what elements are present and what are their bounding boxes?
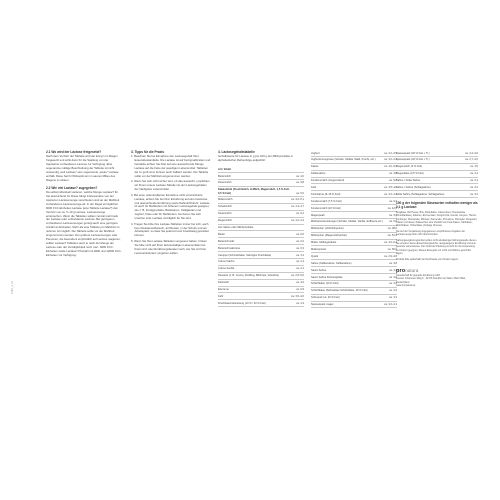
food-name: Frischkäsezubereitung (10 % / 20 % Fett): [218, 301, 266, 305]
food-name: Schafsmilch: [218, 205, 232, 209]
food-name: Ziegenkäse (3,5 % Fett): [396, 172, 424, 176]
lactose-value: ca. 2,4: [296, 260, 304, 264]
food-name: Speisequark (40 % Fett i. Tr.): [396, 158, 430, 162]
table-row: [311, 171, 397, 178]
table-row: [311, 157, 397, 164]
food-name: Art / Inhalt: [218, 167, 231, 171]
column-4: [311, 150, 397, 308]
table-row: [396, 171, 478, 178]
table-row: [396, 184, 478, 191]
lactose-value: ca. 3,8: [389, 261, 397, 265]
lactose-value: ca. 5,0: [389, 220, 397, 224]
food-name: Eiscreme: [218, 288, 229, 292]
tip-item: 3. Bei einer unkontrollierten Einnahme nicht verunsicherte Lactase, achten Sie bei Ihrer Ernährung auf eine bewusste und ausreichende Ernährung sowie Nährstoffzufuhr. Lactase ist auch für Mahlzeiten mit höherem Lactosegehalt geeignet, wie z. B. Fertigprodukte, Backwaren, Süßigkeiten und Joghurt, Käse oder für Mahlzeiten, bei denen Sie sich unsicher sind, Lactase verträglich für Sie sind.: [131, 192, 210, 221]
lactose-value: ca. 4,0: [296, 281, 304, 285]
tip-item: 5. Wenn Sie Ihre Lactase-Tabletten vergessen haben, trinken Sie bitte nicht auf Ihren lactosehaltigen Lebensmitteln bei Ihrem Arzt oder Ernährungsberater nach, wie Sie mit Ihrer Lactoseintoleranz umgehen sollten.: [131, 238, 207, 255]
food-name: Butterschmalz: [218, 239, 235, 243]
company-website[interactable]: www.pronatura.de: [396, 284, 416, 287]
table-row: [218, 218, 304, 225]
lactose-value: ca. 2,9–3,8: [384, 254, 397, 258]
lactose-value: ca. 66,0: [387, 247, 397, 251]
lactose-value: ca. 2,1: [296, 267, 304, 271]
table-row: [218, 197, 304, 204]
food-name: Kefir: [218, 294, 224, 298]
lactose-value: ca. 3,0–3,4: [384, 158, 397, 162]
lactose-value: ca. 3,3: [296, 301, 304, 305]
table-row: [311, 240, 397, 247]
lactose-value: ca. 12,5: [387, 206, 397, 210]
lactose-value: ca. 3,5–4,0: [384, 185, 397, 189]
food-name: Aus Sahne oder Milchprodukte: [218, 226, 254, 230]
food-name: Butterschmalzstreu: [218, 246, 241, 250]
lactose-value: ca. 3,8: [389, 172, 397, 176]
table-row: [218, 280, 304, 287]
lactose-value: ca. 9,0: [389, 179, 397, 183]
table-row: [218, 293, 304, 300]
table-row: [311, 212, 397, 219]
food-name: Sahne / Sahne (Schlagsahne): [396, 185, 431, 189]
food-name: Joghurterzeugnisse (Schoko, Mokka, Wald, Frucht, etc.): [311, 158, 376, 162]
table-row: [218, 300, 304, 307]
food-name: Dosenmilch: [218, 181, 232, 185]
food-name: Süße Sahne (Schlagsahne, Schlagsahne): [396, 192, 445, 196]
table-row: [218, 245, 304, 252]
table-row: [218, 231, 304, 238]
food-name: Desserts (z. B. Creme, Pudding, Milchreis, Griesbrei): [218, 274, 279, 278]
lactose-value: ca. 4,2–4,4: [291, 219, 304, 223]
company-address: Fenster Johannser-Weg 6 · 61476 Frankfurt am Main / Bad Vilbel, Deutschland: [396, 277, 466, 284]
lactose-value: ca. 51,3: [387, 234, 397, 238]
food-name: Schmand (ca. 20 % Fett): [311, 296, 340, 300]
table-row: [311, 253, 397, 260]
food-name: Schichtkäse (Sahnekäse Schichtkäse, 40 % Fett): [311, 289, 368, 293]
section-paragraph: Nach dem Verzehr der Tablette wird der Enzym im Magen freigesetzt und wirkt dann für die Spaltung von der Speisebrei vorhandenen Lactose zur Verfügung. Eine sogenannte mäßige Beschreibung der Tablette ist nicht notwendig, weil Lactase" eine sogenannte „saure" Lactase enthält. Diese hat ihr Wirkoptimum im sauren Milieu des Magens zu wirken.: [46, 154, 119, 182]
lactose-table: [396, 150, 478, 198]
lactose-value: ca. 4,4: [470, 172, 478, 176]
table-row: [218, 287, 304, 294]
table-heading: 4. Lactosegehaltstabelle: [218, 150, 255, 154]
table-row: [311, 164, 397, 171]
food-name: Butter: [218, 232, 225, 236]
tip-item: 4. Tragen Sie bitte ihre Lactase-Tabletten immer bei sich, auch beim Restaurantbesuch, auf Reisen, in der Schule und am Arbeitsplatz, so dass Sie jederzeit und zuverlässig genießen können.: [131, 221, 210, 238]
food-name: Saure Sahne: [311, 268, 327, 272]
table-row: [311, 246, 397, 253]
lactose-value: ca. 5,0: [296, 191, 304, 195]
table-row: [396, 150, 478, 157]
food-name: Crème double: [218, 267, 235, 271]
table-row: [311, 198, 397, 205]
lactose-value: ca. 3,3: [389, 268, 397, 272]
table-row: [396, 164, 478, 171]
food-name: Magerquark: [311, 213, 325, 217]
table-row: [311, 288, 397, 295]
section-paragraph: Da selbst individuell variieren, welche Menge Lactase? für Sie ausreichend ist. Diese hängt insbesondere von der tolerierten Lactosemenge verschieden sind an der Mahlzeit vorhandenen Lactosemenge ab. In der Regel ermöglichen 6000 FCC-Einheiten Lactase (eine Tablette Lactase?) den Verzehr von ca. 5–10 g Lactose. Lactosemenge entsprechen. Wenn die Tabletten sollten zentral mehrmals der Lactase oder vorhandenen Lactose. Bei geringeren vorhandenen Lactosemengen genügt auch eine geringere Anzahl an Einheiten. Mehr als eine Tablette pro Mahlzeit zu nehmen ist möglich. Die Tablette sollte vor der Mahlzeit eingenommen werden. Der größere Lactosemengen oder Personen, die besonders empfindlich auf Lactose reagieren, sollten Lactase? Tabletten auch je nach der Menge der Lactose oder der Verträglichkeit noch mal - 6000 FCC-Einheiten sowie Lactase? Plusrahl mit 3000 und 12000 FCC-Einheiten zur Verfügung.: [46, 190, 122, 257]
lactose-value: ca. 4,0: [296, 174, 304, 178]
lactose-value: ca. 3,5: [470, 165, 478, 169]
food-name: Sahne (Kaffeesahne, Kaffeesahne): [311, 261, 352, 265]
lactose-value: ca. 6,9: [296, 288, 304, 292]
column-3: [218, 150, 304, 307]
lactose-value: ca. 3,5–4,0: [291, 294, 304, 298]
food-name: Saure Sahne Dressingkäse: [311, 275, 343, 279]
section-heading: 2.1 Wo wird der Lactose freigesetzt?: [46, 150, 102, 154]
lactose-value: ca. 3,0: [389, 275, 397, 279]
tip-item: 1. Beachten Sie bei Einnahme den Lactosegehalt Ihrer Essensbestandteile. Die Lactase ist auf Fertigmahlzeiten und Getränke achten Sie bitte auf eine ausreichende Menge Lactase auf die Fette der jeweiligen Lebensmittel. Tabletten die zu groß sind, können auch halbiert werden. Die Tablette sollte vor der Mahlzeit eingenommen werden.: [131, 154, 211, 178]
food-name: Molkenpulver: [311, 247, 327, 251]
food-name: Milcheiszubereitungen (Schoko, Mokka, Vanille, Erdbeere etc.): [311, 220, 384, 224]
food-name: Kakaodrink (Fruchtmilch, H-Milch, Magermilch, 1,5 % Fett, 3,5 % Fett): [218, 188, 290, 195]
food-name: Kondensmilch (10 % Fett): [311, 206, 341, 210]
table-row: [218, 238, 304, 245]
food-name: Speisequark (20 % Fett i. Tr.): [396, 151, 430, 155]
lactose-value: ca. 3,3: [389, 296, 397, 300]
lactose-value: ca. 6,2: [296, 212, 304, 216]
table-row: [311, 150, 397, 157]
food-name: Crème fraîche: [218, 260, 235, 264]
lactose-value: ca. 3,2: [470, 192, 478, 196]
food-name: Kondensmilch (7,5 % Fett): [311, 199, 342, 203]
food-name: Kaffeesahne: [311, 172, 326, 176]
table-row: [311, 295, 397, 302]
table-row: [396, 191, 478, 198]
food-name: Kakao: [311, 165, 319, 169]
lactose-value: ca. 4,0–5,1: [291, 198, 304, 202]
lactose-value: ca. 3,1: [470, 179, 478, 183]
lactose-value: ca. 3,2–4,3: [384, 192, 397, 196]
lactose-value: ca. 9,4: [389, 199, 397, 203]
spine-code: 1085_4_01: [11, 281, 14, 294]
lactose-value: ca. 0,6: [296, 232, 304, 236]
lactose-value: ca. 2,7–3,0: [465, 158, 478, 162]
food-name: Dickmilch: [218, 281, 230, 285]
lactose-value: ca. 3,2: [470, 185, 478, 189]
table-row: [218, 252, 304, 259]
table-row: [311, 267, 397, 274]
company-name: Gesellschaft für gesunde Ernährung mbH: [396, 274, 440, 278]
table-row: [218, 266, 304, 273]
table-row: [311, 281, 397, 288]
table-row: [218, 211, 304, 218]
table-row: [218, 187, 304, 197]
food-name: Ziegenmilch: [218, 219, 232, 223]
lactose-value: ca. 3,2–3,5: [384, 151, 397, 155]
section-heading: 2.2 Wie viel Lactase? zugegeben?: [46, 185, 98, 190]
table-row: [311, 191, 397, 198]
food-name: Sahne / Süße Sahne: [396, 179, 421, 183]
table-row: [218, 173, 304, 180]
food-name: Stutenmilch: [218, 212, 232, 216]
dosage-note: Die auf der Verpackung angegebenen empfohlenen Angaben der Lactosemenge bitte nicht überschreiten.: [396, 229, 465, 237]
section-heading: 3. Tipps für die Praxis: [131, 150, 165, 154]
column-5: [396, 150, 478, 287]
table-row: [218, 259, 304, 266]
column-1: [46, 150, 122, 258]
food-name: Camppo (Schmelzkäse, Sahniges Frischkäse): [218, 253, 272, 257]
table-subtitle: Gehaltswerte für Lactose in g pro 100 g der Milchprodukte in alphabetischer Reihenfolge aufgeführt: [218, 154, 293, 163]
brand-logo: pronatura: [396, 268, 419, 275]
table-row: [311, 302, 397, 309]
lactose-value: ca. 4,0–5,0: [384, 165, 397, 169]
tip-item: 2. Wenn Sie sich nicht sicher sind, ob das ausreicht, empfehlen wir Ihnen unsere Lactase-Tabelle mit den Lactosegehalten der häufigsten Lebensmittel.: [131, 179, 210, 192]
food-name: Quark: [311, 254, 319, 258]
children-note: Produkt bitte außerhalb der Reichweite von Kindern lagern.: [396, 257, 459, 261]
cheese-heading: 100 g der folgenden Käsesorten enthalten weniger als 0,1 g Lactose:: [396, 201, 478, 210]
table-row: [218, 204, 304, 211]
lactose-value: ca. 9,8: [296, 181, 304, 185]
table-row: [218, 166, 304, 173]
lactose-value: ca. 3,2: [389, 282, 397, 286]
table-row: [311, 274, 397, 281]
food-name: Kondensmilch (Ungezuckert): [311, 179, 345, 183]
table-row: [218, 273, 304, 280]
cheese-list: Bergkäse, Bel Paese, Brie, Butterkäse, Camembert, Chesterkäse (Cheddarkäse), Edamer, Emmentaler, Gorgonzola, Gouda, Gruyère, Harzer, Limburger, Mozzarella, Münster, Parmesan, Provolone, Romadur, Roquefort, Tilsiter und diesen Käsesorten eine Vielzahl von Feta-Käsen, Hartkäsen, Weichkäsen, Hüttenkäse (Cottage Cheese).: [396, 210, 478, 228]
food-name: Buttermilch: [218, 174, 231, 178]
table-row: [396, 178, 478, 185]
food-name: Ziegenmilch (3 % Fett): [396, 165, 423, 169]
table-row: [311, 184, 397, 191]
table-row: [311, 260, 397, 267]
lactose-value: ca. 3,4: [296, 253, 304, 257]
food-name: Molke, Molkegetränke: [311, 241, 337, 245]
food-name: Joghurt: [311, 151, 320, 155]
food-name: Speisequark mager: [311, 303, 334, 307]
food-name: Molkenmilch: [218, 198, 233, 202]
lactose-value: ca. 0,3: [296, 246, 304, 250]
lactose-value: ca. 4,4–4,7: [291, 205, 304, 209]
table-row: [218, 180, 304, 187]
table-row: [311, 226, 397, 233]
lactose-value: ca. 38,0: [387, 227, 397, 231]
food-name: Milchpulver (Vollmilchpulver): [311, 227, 344, 231]
supplement-note: Nahrungsergänzungsmittel sollten nicht als alleinige Nahrungsquelle dienen. Sie ersetzen keine abwechslungsreiche, ausgewogene Ernährung und eine gesunde Lebensweise. Der Inhalt der Packung ist nicht für die Anwendung an Kindern geeignet. Dieses Erzeugnis vor Licht und Wärme geschützt lagern.: [396, 238, 477, 256]
column-2: [131, 150, 211, 257]
lactose-table: [218, 166, 304, 307]
lactose-value: ca. 4,0–5,2: [384, 241, 397, 245]
table-row: [311, 233, 397, 240]
lactose-value: ca. 0,2: [296, 239, 304, 243]
food-name: Milchpulver (Magermilchpulver): [311, 234, 348, 238]
lactose-value: ca. 3,2–4,1: [384, 303, 397, 307]
food-name: Schichtkäse (10 % Fett): [311, 282, 339, 286]
table-row: [311, 205, 397, 212]
table-row: [396, 157, 478, 164]
lactose-value: ca. 3,4–3,6: [465, 151, 478, 155]
table-row: [311, 219, 397, 226]
food-name: Kefir: [311, 185, 317, 189]
table-row: [218, 225, 304, 232]
lactose-value: ca. 2,9: [389, 289, 397, 293]
lactose-table: [311, 150, 397, 308]
lactose-value: ca. 3,2: [389, 213, 397, 217]
table-row: [311, 178, 397, 185]
lactose-value: ca. 2,5–5,0: [291, 274, 304, 278]
food-name: Kochsahne (8–15 % Fett): [311, 192, 341, 196]
